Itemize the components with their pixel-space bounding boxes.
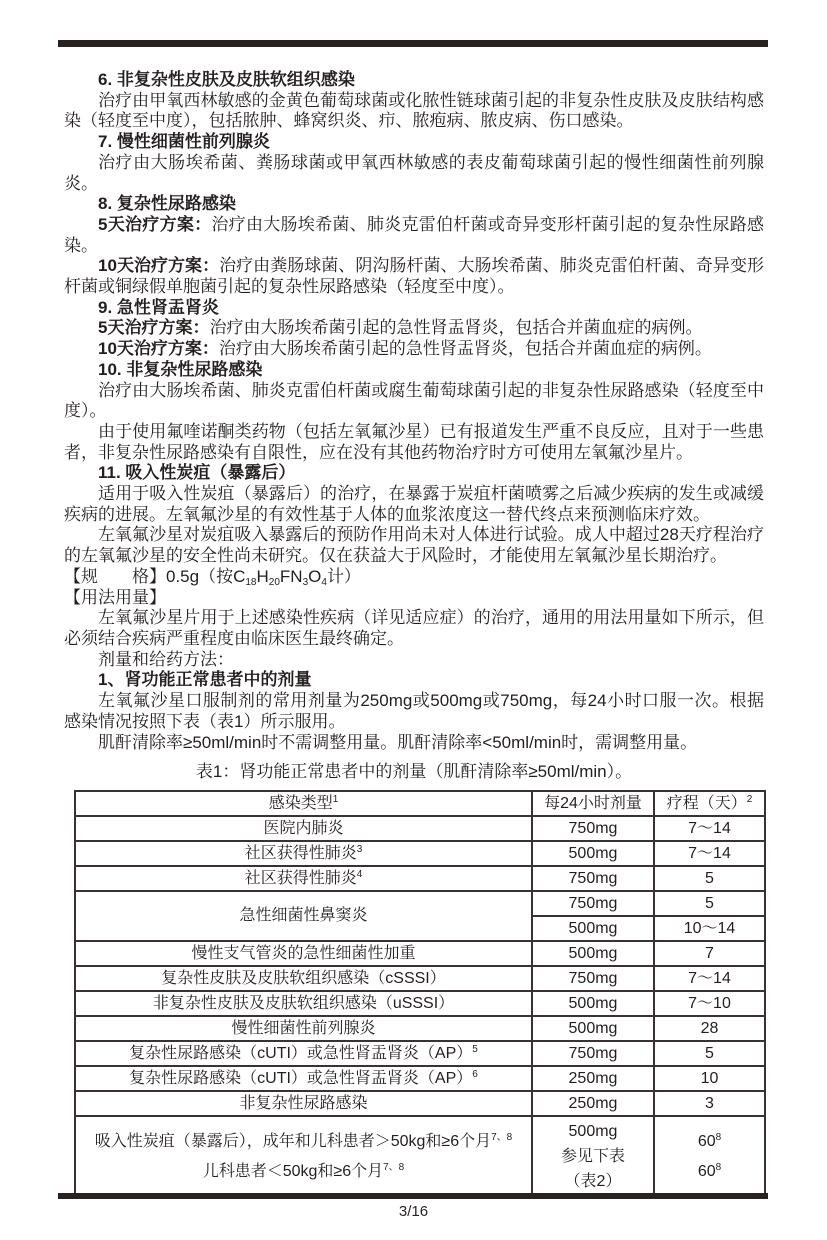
paragraph xyxy=(64,256,764,297)
dose-cell: 500mg xyxy=(532,916,654,941)
duration-cell: 7～10 xyxy=(654,991,765,1016)
footnote-marker: 7、8 xyxy=(491,1131,513,1143)
paragraph xyxy=(64,318,764,339)
section-heading-7: 7. 慢性细菌性前列腺炎 xyxy=(98,132,270,152)
cell-text: 非复杂性尿路感染 xyxy=(239,1094,368,1112)
table1-caption: 表1：肾功能正常患者中的剂量（肌酐清除率≥50ml/min）。 xyxy=(195,762,633,782)
cell-text: 复杂性皮肤及皮肤软组织感染（cSSSI） xyxy=(161,969,446,987)
infection-cell xyxy=(75,1016,532,1041)
duration-cell: 5 xyxy=(654,1041,765,1066)
formula-subscript: 18 xyxy=(245,576,257,588)
section-heading-usage: 【用法用量】 xyxy=(64,587,166,607)
duration-cell: 28 xyxy=(654,1016,765,1041)
paragraph: 左氧氟沙星对炭疽吸入暴露后的预防作用尚未对人体进行试验。成人中超过28天疗程治疗的左氧氟沙星的安全性尚未研究。仅在获益大于风险时，才能使用左氧氟沙星长期治疗。 xyxy=(64,525,764,566)
footnote-marker: 4 xyxy=(356,868,363,880)
duration-cell: 7～14 xyxy=(654,841,765,866)
paragraph: 治疗由大肠埃希菌、肺炎克雷伯杆菌或腐生葡萄球菌引起的非复杂性尿路感染（轻度至中度）。 xyxy=(64,380,764,421)
footnote-marker: 1 xyxy=(332,793,339,805)
infection-cell xyxy=(75,891,532,941)
table-row-anthrax xyxy=(75,1116,765,1198)
dose-cell: 500mg xyxy=(532,991,654,1016)
paragraph: 肌酐清除率≥50ml/min时不需调整用量。肌酐清除率<50ml/min时，需调整用量。 xyxy=(98,732,698,752)
column-header-duration xyxy=(654,791,765,816)
cell-text: 60 xyxy=(697,1162,716,1180)
formula-subscript: 3 xyxy=(302,576,309,588)
dose-cell: 750mg xyxy=(532,866,654,891)
spec-value: FN xyxy=(279,566,303,586)
dose-cell: 750mg xyxy=(532,816,654,841)
duration-cell: 7～14 xyxy=(654,966,765,991)
cell-text: 60 xyxy=(697,1132,716,1150)
cell-line xyxy=(655,1157,764,1187)
infection-cell xyxy=(75,966,532,991)
duration-cell: 10～14 xyxy=(654,916,765,941)
paragraph: 剂量和给药方法： xyxy=(98,649,234,669)
table-row xyxy=(75,1016,765,1041)
paragraph: 左氧氟沙星口服制剂的常用剂量为250mg或500mg或750mg，每24小时口服一次。根据感染情况按照下表（表1）所示服用。 xyxy=(64,691,764,731)
cell-text: 儿科患者＜50kg和≥6个月 xyxy=(202,1162,384,1180)
footnote-marker: 3 xyxy=(356,843,363,855)
table-row xyxy=(75,1066,765,1091)
top-rule xyxy=(58,40,768,47)
section-heading-9: 9. 急性肾盂肾炎 xyxy=(98,297,219,317)
duration-cell: 3 xyxy=(654,1091,765,1116)
footnote-marker: 6 xyxy=(472,1068,478,1080)
paragraph-text: 治疗由大肠埃希菌、肺炎克雷伯杆菌或奇异变形杆菌引起的复杂性尿路感染。 xyxy=(64,214,764,255)
header-text: 疗程（天） xyxy=(666,794,747,812)
cell-line xyxy=(655,1127,764,1157)
infection-cell xyxy=(75,1116,532,1198)
dose-cell: 250mg xyxy=(532,1091,654,1116)
cell-text: 慢性支气管炎的急性细菌性加重 xyxy=(191,944,416,962)
paragraph xyxy=(64,339,764,360)
duration-cell: 5 xyxy=(654,866,765,891)
header-text: 感染类型 xyxy=(268,794,333,812)
table-row xyxy=(75,841,765,866)
table-row xyxy=(75,816,765,841)
duration-cell: 7～14 xyxy=(654,816,765,841)
dose-cell: 500mg xyxy=(532,841,654,866)
spec-line xyxy=(64,567,764,588)
paragraph-text: 治疗由粪肠球菌、阴沟肠杆菌、大肠埃希菌、肺炎克雷伯杆菌、奇异变形杆菌或铜绿假单胞菌引起的复杂性尿路感染（轻度至中度）。 xyxy=(64,256,764,297)
subsection-heading-1: 1、肾功能正常患者中的剂量 xyxy=(98,670,312,690)
infection-cell xyxy=(75,1066,532,1091)
section-heading-10: 10. 非复杂性尿路感染 xyxy=(98,359,263,379)
cell-text: 复杂性尿路感染（cUTI）或急性肾盂肾炎（AP） xyxy=(129,1044,473,1062)
duration-cell: 10 xyxy=(654,1066,765,1091)
cell-text: 复杂性尿路感染（cUTI）或急性肾盂肾炎（AP） xyxy=(129,1069,473,1087)
footnote-marker: 8 xyxy=(715,1131,722,1143)
paragraph-lead: 5天治疗方案： xyxy=(98,318,210,338)
column-header-infection xyxy=(75,791,532,816)
cell-text: 非复杂性皮肤及皮肤软组织感染（uSSSI） xyxy=(152,994,455,1012)
spec-value: O xyxy=(308,566,322,586)
cell-text: 急性细菌性鼻窦炎 xyxy=(239,907,368,925)
cell-text: 社区获得性肺炎 xyxy=(244,869,357,887)
infection-cell xyxy=(75,1091,532,1116)
section-heading-8: 8. 复杂性尿路感染 xyxy=(98,194,236,214)
paragraph xyxy=(64,215,764,256)
bottom-rule xyxy=(58,1193,768,1199)
infection-cell xyxy=(75,841,532,866)
dose-cell: 750mg xyxy=(532,891,654,916)
dose-cell: 500mg xyxy=(532,941,654,966)
header-text: 每24小时剂量 xyxy=(544,794,642,812)
paragraph: 左氧氟沙星片用于上述感染性疾病（详见适应症）的治疗，通用的用法用量如下所示，但必须结合疾病严重程度由临床医生最终确定。 xyxy=(64,608,764,648)
spec-value: H xyxy=(256,566,269,586)
paragraph: 由于使用氟喹诺酮类药物（包括左氧氟沙星）已有报道发生严重不良反应，且对于一些患者，非复杂性尿路感染有自限性，应在没有其他药物治疗时方可使用左氧氟沙星片。 xyxy=(64,421,764,462)
document-body xyxy=(64,70,764,1199)
infection-cell xyxy=(75,816,532,841)
paragraph-lead: 10天治疗方案： xyxy=(98,256,220,276)
paragraph: 治疗由甲氧西林敏感的金黄色葡萄球菌或化脓性链球菌引起的非复杂性皮肤及皮肤结构感染（轻度至中度），包括脓肿、蜂窝织炎、疖、脓疱病、脓皮病、伤口感染。 xyxy=(64,90,764,131)
cell-line: （表2） xyxy=(564,1173,622,1191)
footnote-marker: 7、8 xyxy=(383,1161,405,1173)
dose-cell: 750mg xyxy=(532,966,654,991)
cell-text: 社区获得性肺炎 xyxy=(244,844,357,862)
paragraph-text: 治疗由大肠埃希菌引起的急性肾盂肾炎，包括合并菌血症的病例。 xyxy=(209,318,703,338)
cell-text: 吸入性炭疽（暴露后），成年和儿科患者＞50kg和≥6个月 xyxy=(94,1132,492,1150)
paragraph-lead: 10天治疗方案： xyxy=(98,339,219,359)
table-row xyxy=(75,991,765,1016)
footnote-marker: 5 xyxy=(472,1043,478,1055)
dose-cell: 750mg xyxy=(532,1041,654,1066)
formula-subscript: 4 xyxy=(321,576,327,588)
table-row xyxy=(75,866,765,891)
dose-cell: 500mg xyxy=(532,1016,654,1041)
footnote-marker: 2 xyxy=(746,793,753,805)
paragraph: 治疗由大肠埃希菌、粪肠球菌或甲氧西林敏感的表皮葡萄球菌引起的慢性细菌性前列腺炎。 xyxy=(64,152,764,193)
spec-value: 0.5g（按C xyxy=(166,566,246,586)
column-header-dose xyxy=(532,791,654,816)
infection-cell xyxy=(75,941,532,966)
table-row xyxy=(75,1041,765,1066)
section-heading-6: 6. 非复杂性皮肤及皮肤软组织感染 xyxy=(98,70,355,89)
table-header-row xyxy=(75,791,765,816)
infection-cell xyxy=(75,866,532,891)
cell-line xyxy=(76,1157,531,1187)
duration-cell: 7 xyxy=(654,941,765,966)
table-row xyxy=(75,891,765,916)
table-row xyxy=(75,941,765,966)
spec-value: 计） xyxy=(326,566,361,586)
infection-cell xyxy=(75,991,532,1016)
table-row xyxy=(75,966,765,991)
cell-text: 医院内肺炎 xyxy=(263,819,344,837)
dose-cell: 250mg xyxy=(532,1066,654,1091)
cell-line: 500mg xyxy=(568,1123,618,1141)
paragraph-text: 治疗由大肠埃希菌引起的急性肾盂肾炎，包括合并菌血症的病例。 xyxy=(218,339,712,359)
paragraph: 适用于吸入性炭疽（暴露后）的治疗，在暴露于炭疽杆菌喷雾之后减少疾病的发生或减缓疾病的进展。左氧氟沙星的有效性基于人体的血浆浓度这一替代终点来预测临床疗效。 xyxy=(64,484,764,524)
spec-label: 【规 格】 xyxy=(64,566,166,586)
page-number: 3/16 xyxy=(398,1203,429,1220)
cell-line xyxy=(76,1127,531,1157)
cell-line: 参见下表 xyxy=(560,1148,625,1166)
cell-text: 慢性细菌性前列腺炎 xyxy=(231,1019,376,1037)
formula-subscript: 20 xyxy=(268,576,280,588)
infection-cell xyxy=(75,1041,532,1066)
footnote-marker: 8 xyxy=(715,1161,722,1173)
duration-cell: 5 xyxy=(654,891,765,916)
table-row xyxy=(75,1091,765,1116)
section-heading-11: 11. 吸入性炭疽（暴露后） xyxy=(98,463,296,483)
dose-cell xyxy=(532,1116,654,1198)
paragraph-lead: 5天治疗方案： xyxy=(98,214,212,234)
duration-cell xyxy=(654,1116,765,1198)
dosage-table xyxy=(74,790,766,1199)
